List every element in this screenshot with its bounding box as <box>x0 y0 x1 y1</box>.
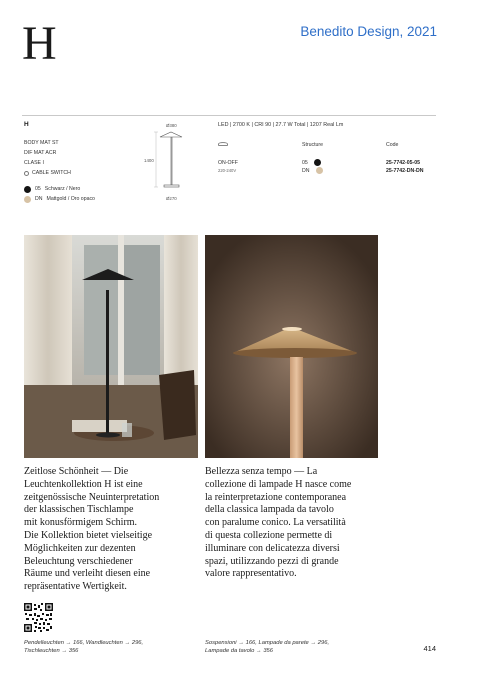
lamp-type-cell <box>218 142 302 153</box>
finish-item <box>24 184 95 194</box>
product-code: H <box>24 121 29 128</box>
text-line: repräsentative Wertigkeit. <box>24 581 127 593</box>
switch-cell <box>218 159 302 175</box>
text-line: Bellezza senza tempo — La <box>205 466 318 477</box>
reference-line: Sospensioni → 166, Lampade da parete → 296, <box>205 640 330 646</box>
article-code: 25-7742-DN-DN <box>386 168 424 174</box>
text-line: Beleuchtung verschiedener <box>24 555 133 567</box>
brand-year: Benedito Design, 2021 <box>300 24 437 39</box>
base-diameter: Ø270 <box>166 196 177 201</box>
gold-lamp-photo-image <box>205 235 378 458</box>
collection-letter: H <box>22 17 58 70</box>
cable-switch-icon <box>24 171 29 176</box>
finish-item <box>24 194 95 204</box>
text-line: der klassischen Tischlampe <box>24 504 134 516</box>
article-code: 25-7742-05-05 <box>386 160 421 166</box>
photo-gold-lamp <box>205 235 378 458</box>
text-line: valore rappresentativo. <box>205 568 297 580</box>
text-line: illuminare con delicatezza diversi <box>205 542 340 554</box>
qr-code-icon[interactable] <box>24 603 53 632</box>
black-swatch-icon <box>24 186 31 193</box>
reference-line: Lampade da tavolo → 356 <box>205 648 274 654</box>
black-swatch-icon <box>314 159 321 166</box>
structure-header: Structure <box>302 142 324 148</box>
gold-swatch-icon <box>24 196 31 203</box>
black-lamp-photo-image <box>24 235 198 458</box>
spec-class: CLASE I <box>24 160 44 166</box>
text-line: Räume und verleiht diesen eine <box>24 568 151 580</box>
table-row <box>218 159 436 175</box>
structure-code: DN <box>302 168 310 174</box>
spec-table <box>218 142 436 175</box>
description-de <box>24 466 159 594</box>
finish-name: Schwarz / Nero <box>44 186 81 192</box>
technical-drawing <box>140 121 210 203</box>
voltage: 220-240V <box>218 168 237 173</box>
text-line: con paralume conico. La versatilità <box>205 517 346 529</box>
finish-list <box>24 184 95 204</box>
divider <box>22 115 436 116</box>
photo-black-lamp <box>24 235 198 458</box>
cable-switch-label: CABLE SWITCH <box>32 170 71 176</box>
text-line: Die Kollektion bietet vielseitige <box>24 529 153 541</box>
height-dimension: 1400 <box>144 158 154 163</box>
top-diameter: Ø380 <box>166 123 177 128</box>
cable-switch <box>24 168 71 178</box>
text-line: la reinterpretazione contemporanea <box>205 491 347 503</box>
structure-cell <box>302 159 386 175</box>
text-line: della classica lampada da tavolo <box>205 504 334 516</box>
structure-code: 05 <box>302 160 308 166</box>
text-line: mit konusförmigem Schirm. <box>24 517 138 529</box>
finish-code: 05 <box>35 186 41 192</box>
led-specs: LED | 2700 K | CRI 90 | 27.7 W Total | 1207 Real Lm <box>218 122 344 128</box>
reference-line: Pendelleuchten → 166, Wandleuchten → 296, <box>24 640 144 646</box>
text-line: Zeitlose Schönheit — Die <box>24 466 129 477</box>
code-header: Code <box>386 142 399 148</box>
text-line: collezione di lampade H nasce come <box>205 478 352 490</box>
lamp-outline-icon <box>140 121 210 203</box>
text-line: di questa collezione permette di <box>205 529 333 541</box>
switch-type: ON-OFF <box>218 160 238 166</box>
finish-code: DN <box>35 196 43 202</box>
text-line: Möglichkeiten zur dezenten <box>24 542 136 554</box>
text-line: Leuchtenkollektion H ist eine <box>24 478 143 490</box>
finish-name: Mattgold / Oro opaco <box>46 196 95 202</box>
spec-body: BODY MAT ST <box>24 140 59 146</box>
text-line: zeitgenössische Neuinterpretation <box>24 491 160 503</box>
table-header <box>218 142 436 153</box>
text-line: spazi, utilizzando pezzi di grande <box>205 555 339 567</box>
gold-swatch-icon <box>316 167 323 174</box>
cross-references-it <box>205 639 329 655</box>
description-it <box>205 466 351 581</box>
cross-references-de <box>24 639 143 655</box>
lamp-type-icon <box>218 142 228 146</box>
page-number: 414 <box>423 644 436 653</box>
reference-line: Tischleuchten → 356 <box>24 648 79 654</box>
spec-list <box>24 138 71 178</box>
spec-diffuser: DIF MAT ACR <box>24 150 57 156</box>
code-cell <box>386 159 423 175</box>
